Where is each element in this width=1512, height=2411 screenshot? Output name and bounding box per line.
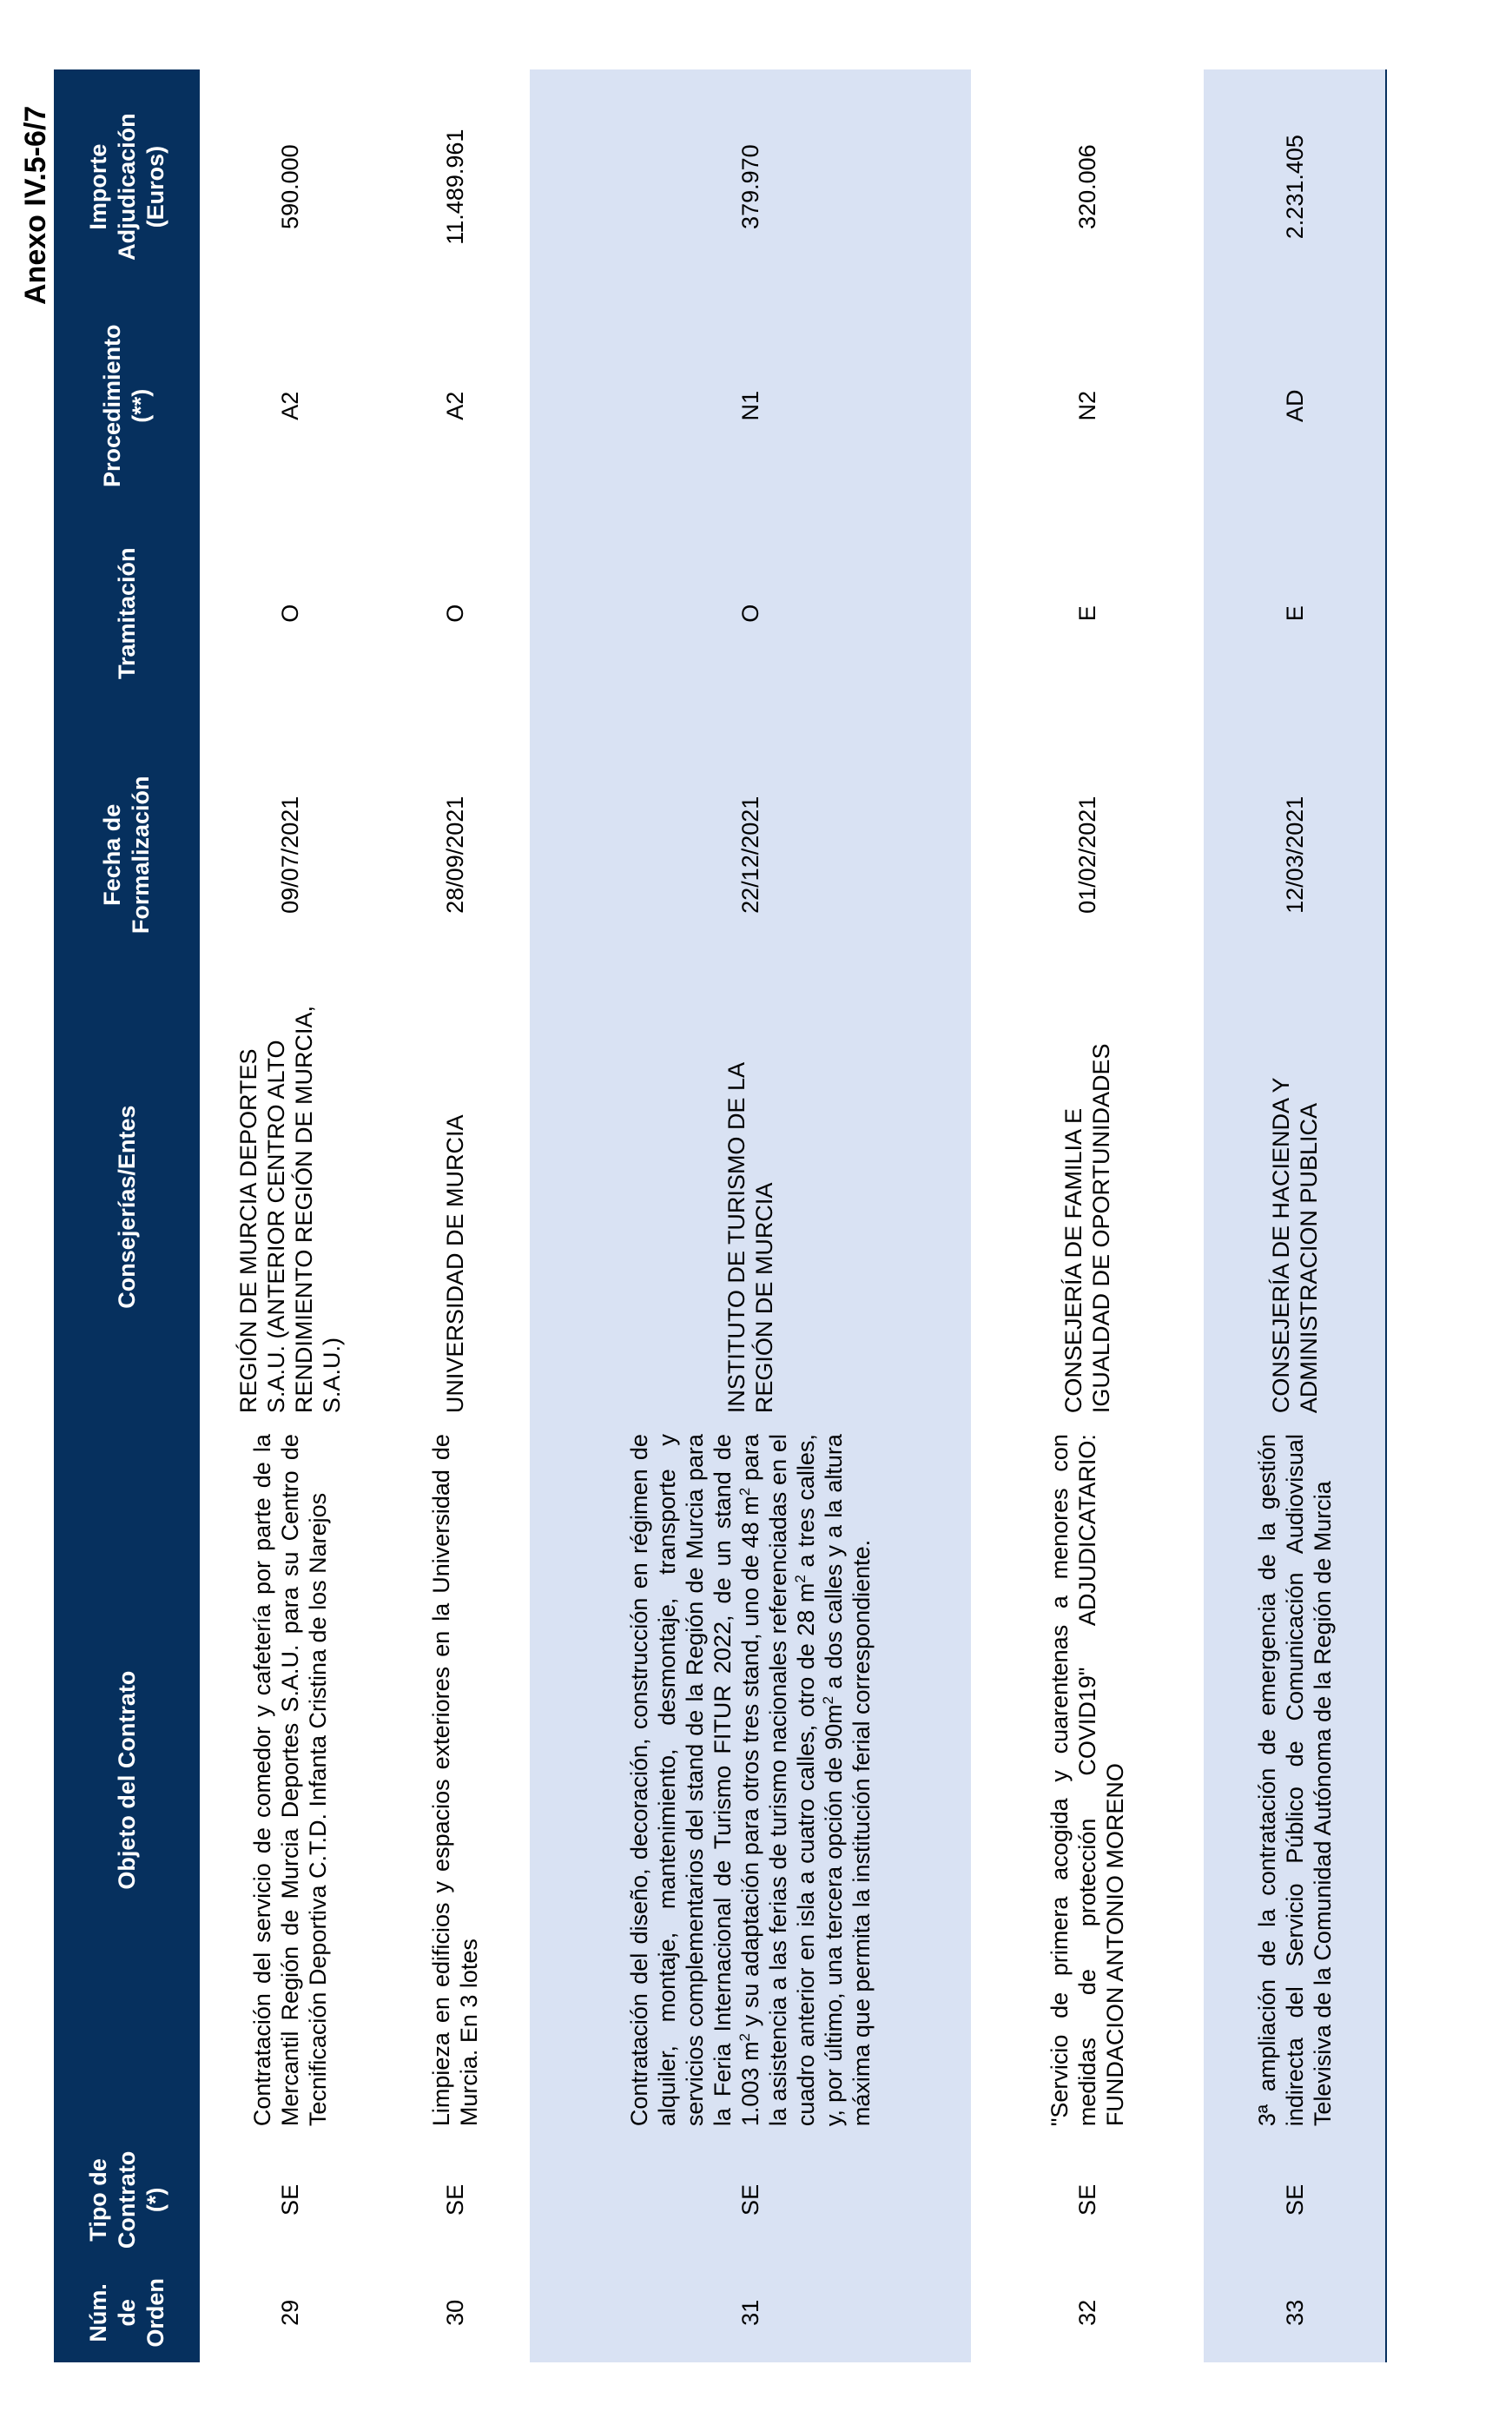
cell-entes: REGIÓN DE MURCIA DEPORTES S.A.U. (ANTERIOR CENTRO ALTO RENDIMIENTO REGIÓN DE MURCIA, S.A.U.) <box>235 1006 345 1414</box>
cell-objeto: "Servicio de primera acogida y cuarentenas a menores con medidas de protección COVID19" ADJUDICATARIO: FUNDACION ANTONIO MORENO <box>1047 1434 1128 2127</box>
cell-tipo: SE <box>1074 2183 1100 2216</box>
table-row <box>396 69 514 2362</box>
cell-importe: 2.231.405 <box>1204 69 1386 304</box>
cell-entes: INSTITUTO DE TURISMO DE LA REGIÓN DE MURCIA <box>530 990 971 1423</box>
annex-title: Anexo IV.5-6/7 <box>19 105 52 305</box>
header-row <box>54 69 200 2362</box>
cell-num: 29 <box>277 2299 303 2326</box>
cell-tramitacion: E <box>1074 605 1100 622</box>
cell-tramitacion: O <box>277 604 303 623</box>
col-header-num: Núm. de Orden <box>54 2263 200 2362</box>
cell-tramitacion: E <box>1204 507 1386 719</box>
col-header-fecha: Fecha de Formalización <box>54 719 200 990</box>
cell-procedimiento: A2 <box>442 391 468 420</box>
table-row <box>530 69 971 2362</box>
cell-procedimiento: N2 <box>1074 390 1100 421</box>
row-spacer <box>971 69 987 2362</box>
contracts-table <box>54 69 1387 2362</box>
table-row <box>1204 69 1386 2362</box>
table-row <box>200 69 380 2362</box>
cell-num: 30 <box>442 2299 468 2326</box>
cell-fecha: 28/09/2021 <box>442 796 468 914</box>
cell-objeto: 3ª ampliación de la contratación de emergencia de la gestión indirecta del Servicio Público de Comunicación Audiovisual Televisiva de la Comunidad Autónoma de la Región de Murcia <box>1204 1423 1386 2137</box>
row-spacer <box>514 69 530 2362</box>
col-header-entes: Consejerías/Entes <box>54 990 200 1423</box>
cell-tramitacion: O <box>442 604 468 623</box>
cell-fecha: 09/07/2021 <box>277 796 303 914</box>
cell-num: 31 <box>530 2263 971 2362</box>
col-header-objeto: Objeto del Contrato <box>54 1423 200 2137</box>
col-header-tramitacion: Tramitación <box>54 507 200 719</box>
col-header-tipo: Tipo de Contrato (*) <box>54 2137 200 2263</box>
row-spacer <box>1188 69 1204 2362</box>
cell-fecha: 01/02/2021 <box>1074 796 1100 914</box>
cell-entes: CONSEJERÍA DE FAMILIA E IGUALDAD DE OPORTUNIDADES <box>1060 1043 1114 1414</box>
cell-importe: 11.489.961 <box>442 129 468 245</box>
row-spacer <box>380 69 396 2362</box>
cell-tipo: SE <box>277 2183 303 2216</box>
col-header-importe: Importe Adjudicación (Euros) <box>54 69 200 304</box>
cell-importe: 590.000 <box>277 144 303 229</box>
cell-tipo: SE <box>530 2137 971 2263</box>
table-row <box>987 69 1188 2362</box>
cell-tipo: SE <box>1204 2137 1386 2263</box>
cell-procedimiento: AD <box>1204 304 1386 507</box>
cell-objeto: Limpieza en edificios y espacios exteriores en la Universidad de Murcia. En 3 lotes <box>428 1434 482 2127</box>
cell-fecha: 22/12/2021 <box>530 719 971 990</box>
cell-tipo: SE <box>442 2183 468 2216</box>
cell-entes: CONSEJERÍA DE HACIENDA Y ADMINISTRACION PUBLICA <box>1204 990 1386 1423</box>
col-header-procedimiento: Procedimiento (**) <box>54 304 200 507</box>
cell-num: 33 <box>1204 2263 1386 2362</box>
cell-importe: 320.006 <box>1074 144 1100 229</box>
cell-procedimiento: A2 <box>277 391 303 420</box>
cell-objeto: Contratación del diseño, decoración, construcción en régimen de alquiler, montaje, mantenimiento, desmontaje, transporte y servicios complementarios del stand de la Región de Murcia para la Feria Internacional de Turismo FITUR 2022, de un stand de 1.003 $m^2$ y su adaptación para otros tres stand, uno de 48 $m^2$ para la asistencia a las ferias de turismo nacionales referenciadas en el cuadro anterior en isla a cuatro calles, otro de 28 $m^2$ a tres calles, y, por último, una tercera opción de $90m^2$ a dos calles y a la altura máxima que permita la institución ferial correspondiente. <box>530 1423 971 2137</box>
cell-fecha: 12/03/2021 <box>1204 719 1386 990</box>
cell-objeto: Contratación del servicio de comedor y cafetería por parte de la Mercantil Región de Murcia Deportes S.A.U. para su Centro de Tecnificación Deportiva C.T.D. Infanta Cristina de los Narejos <box>249 1434 331 2127</box>
cell-num: 32 <box>1074 2299 1100 2326</box>
cell-procedimiento: N1 <box>530 304 971 507</box>
cell-entes: UNIVERSIDAD DE MURCIA <box>442 1114 468 1414</box>
cell-importe: 379.970 <box>530 69 971 304</box>
cell-tramitacion: O <box>530 507 971 719</box>
